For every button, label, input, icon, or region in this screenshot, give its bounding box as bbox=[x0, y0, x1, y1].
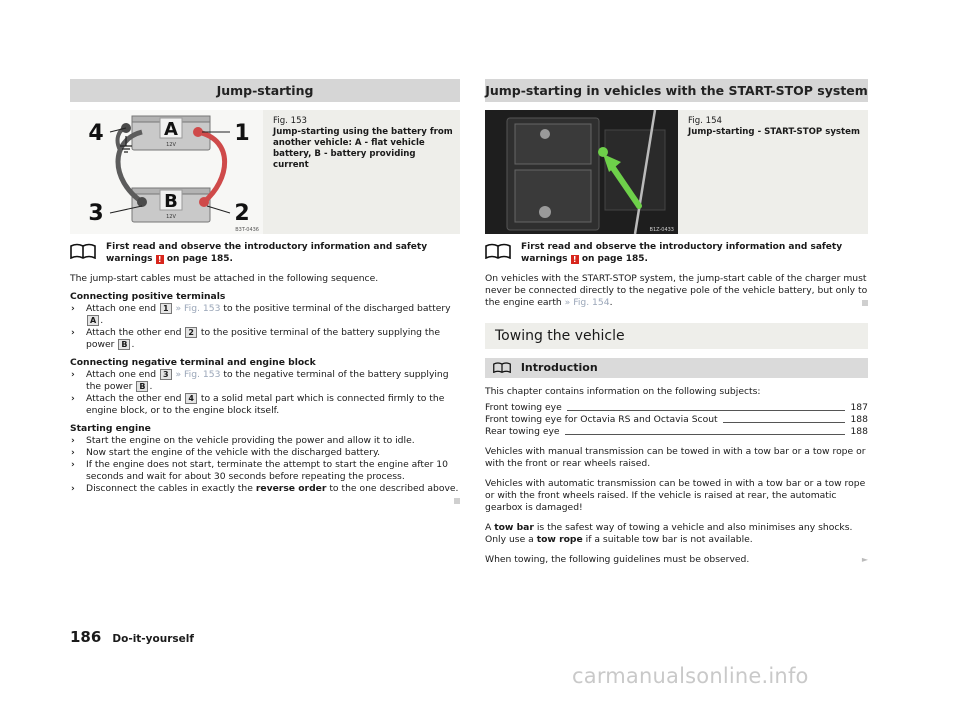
toc-item[interactable]: Front towing eye for Octavia RS and Octavia Scout 188 bbox=[485, 414, 868, 425]
introduction-heading: Introduction bbox=[485, 358, 868, 378]
right-column bbox=[485, 79, 868, 566]
safety-notice-page[interactable]: on page 185. bbox=[581, 253, 648, 264]
callout-key-a: A bbox=[87, 315, 99, 326]
voltage-label-b: 12V bbox=[166, 214, 176, 220]
chevron-right-icon: › bbox=[71, 393, 75, 404]
chapter-contents-line: This chapter contains information on the following subjects: bbox=[485, 386, 761, 397]
safety-notice bbox=[485, 242, 868, 265]
callout-key-b: B bbox=[136, 381, 148, 392]
figure-code: B3T-0436 bbox=[235, 227, 259, 233]
figure-link[interactable]: » Fig. 154 bbox=[564, 297, 610, 308]
figure-153-image bbox=[70, 110, 263, 234]
starting-engine-heading: Starting engine bbox=[70, 423, 151, 434]
start-stop-paragraph: On vehicles with the START-STOP system, the jump-start cable of the charger must never be connected directly to the negative pole of the vehicle battery, but only to the engine earth » Fig. 154. bbox=[485, 273, 868, 308]
figure-code: B1Z-0433 bbox=[649, 227, 674, 233]
towing-heading: Towing the vehicle bbox=[485, 323, 868, 349]
voltage-label-a: 12V bbox=[166, 142, 176, 148]
section-heading-jump-starting: Jump-starting bbox=[70, 79, 460, 102]
list-item: › Attach one end 1 » Fig. 153 to the positive terminal of the discharged battery A . bbox=[71, 303, 451, 326]
callout-key-b: B bbox=[118, 339, 130, 350]
figure-154-caption bbox=[678, 110, 866, 234]
warning-icon: ! bbox=[156, 255, 164, 264]
battery-a-label: A bbox=[164, 119, 178, 140]
chevron-right-icon: › bbox=[71, 459, 75, 470]
list-item: › Attach the other end 4 to a solid metal part which is connected firmly to the engine block, or to the engine block itself. bbox=[71, 393, 445, 416]
callout-1: 1 bbox=[234, 121, 250, 146]
figure-title: Jump-starting - START-STOP system bbox=[688, 127, 860, 137]
list-item: › Attach one end 3 » Fig. 153 to the negative terminal of the battery supplying the power B . bbox=[71, 369, 449, 392]
figure-link[interactable]: » Fig. 153 bbox=[175, 369, 221, 380]
continue-arrow-icon: ► bbox=[861, 555, 868, 564]
figure-153-caption bbox=[263, 110, 460, 234]
safety-notice bbox=[70, 242, 460, 265]
list-item: › Now start the engine of the vehicle with the discharged battery. bbox=[71, 447, 380, 458]
table-of-contents bbox=[485, 402, 868, 438]
callout-2: 2 bbox=[234, 201, 250, 226]
page-number: 186 bbox=[70, 628, 102, 646]
tow-bar-paragraph: A tow bar is the safest way of towing a vehicle and also minimises any shocks. Only use a tow rope if a suitable tow bar is not available. bbox=[485, 522, 853, 545]
battery-b-label: B bbox=[164, 191, 178, 212]
callout-4: 4 bbox=[88, 121, 104, 146]
chevron-right-icon: › bbox=[71, 483, 75, 494]
safety-notice-text: First read and observe the introductory information and safety warnings bbox=[521, 242, 843, 264]
safety-notice-text: First read and observe the introductory information and safety warnings bbox=[106, 242, 428, 264]
callout-key-3: 3 bbox=[160, 369, 172, 380]
chevron-right-icon: › bbox=[71, 369, 75, 380]
section-end-marker bbox=[862, 300, 868, 306]
chevron-right-icon: › bbox=[71, 327, 75, 338]
callout-key-1: 1 bbox=[160, 303, 172, 314]
safety-notice-page[interactable]: on page 185. bbox=[166, 253, 233, 264]
warning-icon: ! bbox=[571, 255, 579, 264]
sequence-intro: The jump-start cables must be attached in the following sequence. bbox=[70, 273, 379, 284]
figure-title: Jump-starting using the battery from another vehicle: A - flat vehicle battery, B - battery providing current bbox=[273, 127, 453, 170]
callout-key-2: 2 bbox=[185, 327, 197, 338]
section-heading-start-stop: Jump-starting in vehicles with the START-STOP system bbox=[485, 79, 868, 102]
toc-item[interactable]: Rear towing eye 188 bbox=[485, 426, 868, 437]
section-end-marker bbox=[454, 498, 460, 504]
callout-key-4: 4 bbox=[185, 393, 197, 404]
engine-bay-photo bbox=[485, 110, 678, 234]
list-item: › Disconnect the cables in exactly the reverse order to the one described above. bbox=[70, 483, 460, 495]
toc-item[interactable]: Front towing eye 187 bbox=[485, 402, 868, 413]
callout-3: 3 bbox=[88, 201, 104, 226]
figure-153 bbox=[70, 110, 460, 234]
figure-154 bbox=[485, 110, 868, 234]
list-item: › If the engine does not start, terminate the attempt to start the engine after 10 seconds and wait for about 30 seconds before repeating the process. bbox=[71, 459, 448, 482]
chevron-right-icon: › bbox=[71, 303, 75, 314]
guidelines-paragraph: When towing, the following guidelines must be observed. ► bbox=[485, 554, 868, 565]
chapter-title: Do-it-yourself bbox=[112, 633, 194, 645]
figure-number: Fig. 153 bbox=[273, 116, 308, 126]
automatic-transmission-paragraph: Vehicles with automatic transmission can be towed in with a tow bar or a tow rope or with the front wheels raised. If the vehicle is raised at rear, the automatic gearbox is damaged! bbox=[485, 478, 866, 513]
manual-transmission-paragraph: Vehicles with manual transmission can be towed in with a tow bar or a tow rope or with the front or rear wheels raised. bbox=[485, 446, 866, 469]
chevron-right-icon: › bbox=[71, 447, 75, 458]
figure-number: Fig. 154 bbox=[688, 116, 723, 126]
figure-154-image bbox=[485, 110, 678, 234]
list-item: › Start the engine on the vehicle providing the power and allow it to idle. bbox=[71, 435, 415, 446]
book-icon bbox=[485, 242, 521, 265]
negative-terminal-heading: Connecting negative terminal and engine block bbox=[70, 357, 316, 368]
positive-terminals-heading: Connecting positive terminals bbox=[70, 291, 226, 302]
watermark: carmanualsonline.info bbox=[572, 664, 809, 688]
list-item: › Attach the other end 2 to the positive terminal of the battery supplying the power B . bbox=[71, 327, 440, 350]
figure-link[interactable]: » Fig. 153 bbox=[175, 303, 221, 314]
battery-jump-diagram bbox=[70, 110, 263, 234]
book-icon bbox=[493, 360, 511, 380]
left-column bbox=[70, 79, 460, 504]
page-footer bbox=[70, 627, 194, 646]
chevron-right-icon: › bbox=[71, 435, 75, 446]
book-icon bbox=[70, 242, 106, 265]
